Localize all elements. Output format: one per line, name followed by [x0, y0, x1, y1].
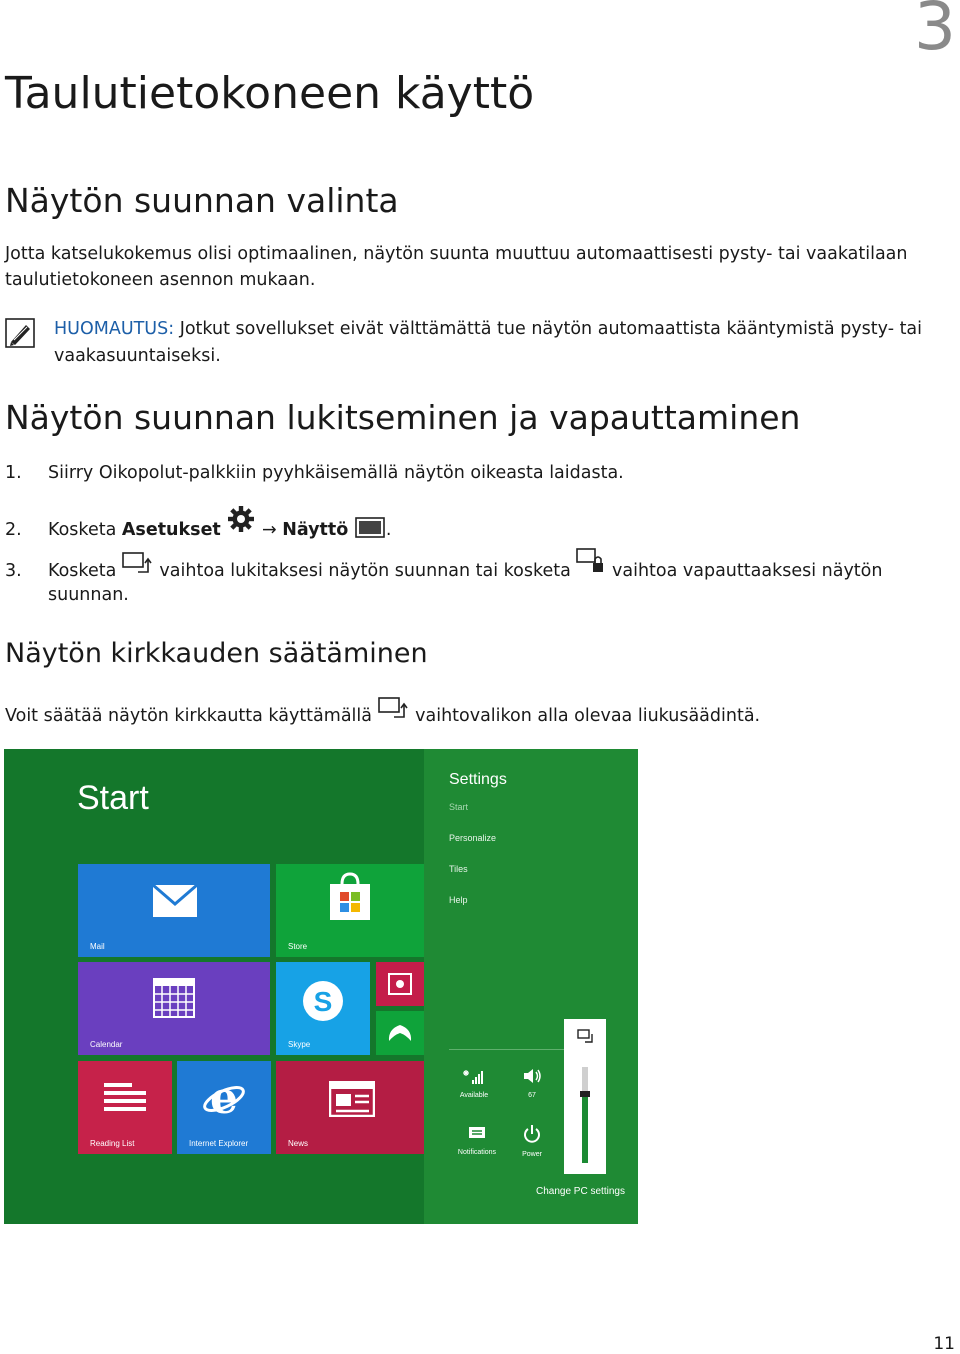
section-heading-lock: Näytön suunnan lukitseminen ja vapauttaminen — [5, 398, 801, 437]
start-area — [4, 749, 424, 1224]
section-heading-orientation: Näytön suunnan valinta — [5, 181, 399, 220]
volume-icon — [522, 1067, 542, 1085]
xbox-icon — [386, 1021, 414, 1045]
page-title: Taulutietokoneen käyttö — [5, 68, 535, 119]
page-number: 11 — [933, 1334, 955, 1354]
tile-news[interactable] — [276, 1061, 424, 1154]
note — [54, 316, 949, 370]
wifi-icon — [463, 1067, 485, 1085]
brightness-track[interactable] — [582, 1067, 588, 1163]
rotation-unlocked-icon — [576, 548, 606, 574]
settings-charm-panel — [424, 749, 638, 1224]
step-3-line2: suunnan. — [48, 585, 129, 605]
network-label: Available — [459, 1092, 489, 1099]
settings-item-tiles[interactable]: Tiles — [449, 864, 468, 874]
settings-item-start[interactable]: Start — [449, 802, 469, 812]
note-text-line2: vaakasuuntaiseksi. — [54, 346, 221, 366]
power-label: Power — [522, 1151, 542, 1158]
tile-internet-explorer[interactable] — [177, 1061, 271, 1154]
tile-mail-label: Mail — [90, 942, 105, 951]
rotation-toggle-icon — [378, 697, 410, 721]
rotation-lock-toggle-icon — [122, 552, 154, 576]
mail-icon — [152, 884, 198, 918]
step-2-number: 2. — [5, 520, 22, 540]
notifications-label: Notifications — [457, 1149, 497, 1156]
tile-reading-list-label: Reading List — [90, 1139, 135, 1148]
settings-item-personalize[interactable]: Personalize — [449, 833, 497, 843]
svg-text:S: S — [313, 986, 333, 1017]
reading-list-icon — [102, 1081, 148, 1117]
rotation-lock-icon — [577, 1029, 595, 1045]
tile-calendar[interactable] — [78, 962, 270, 1055]
internet-explorer-icon — [202, 1075, 246, 1121]
news-icon — [329, 1081, 375, 1117]
orientation-paragraph-line2: taulutietokoneen asennon mukaan. — [5, 270, 316, 290]
start-title: Start — [77, 779, 149, 817]
tile-skype[interactable] — [276, 962, 370, 1055]
display-label: Näyttö — [282, 520, 349, 540]
tile-mail[interactable] — [78, 864, 270, 957]
brightness-fill — [582, 1094, 588, 1163]
step-3-suffix: vaihtoa vapauttaaksesi näytön — [606, 561, 883, 581]
settings-item-help[interactable]: Help — [449, 895, 468, 905]
brightness-prefix: Voit säätää näytön kirkkautta käyttämällä — [5, 706, 378, 726]
tile-video[interactable] — [376, 962, 424, 1006]
tile-games[interactable] — [376, 1011, 424, 1055]
orientation-paragraph-line1: Jotta katselukokemus olisi optimaalinen, näytön suunta muuttuu automaattisesti pysty- tai vaakatilaan — [5, 244, 908, 264]
tile-news-label: News — [288, 1139, 309, 1148]
step-1-text: Siirry Oikopolut-palkkiin pyyhkäisemällä näytön oikeasta laidasta. — [48, 463, 624, 483]
note-text-line1: Jotkut sovellukset eivät välttämättä tue näytön automaattista kääntymistä pysty- tai — [174, 319, 923, 339]
step-3-middle: vaihtoa lukitaksesi näytön suunnan tai kosketa — [153, 561, 577, 581]
step-2-suffix: . — [385, 520, 392, 540]
power-button[interactable] — [512, 1124, 552, 1158]
display-icon — [354, 517, 386, 539]
volume-button[interactable] — [510, 1067, 554, 1099]
tile-reading-list[interactable] — [78, 1061, 172, 1154]
step-1-number: 1. — [5, 463, 22, 483]
step-3 — [5, 548, 945, 607]
tile-store[interactable] — [276, 864, 424, 957]
power-icon — [522, 1124, 542, 1144]
tile-skype-label: Skype — [288, 1040, 311, 1049]
section-heading-brightness: Näytön kirkkauden säätäminen — [5, 638, 428, 669]
orientation-paragraph — [5, 241, 945, 293]
step-2 — [5, 505, 945, 542]
svg-text:e: e — [210, 1075, 238, 1121]
tile-calendar-label: Calendar — [90, 1040, 123, 1049]
step-3-number: 3. — [5, 561, 22, 581]
settings-title: Settings — [449, 771, 507, 788]
brightness-paragraph — [5, 697, 945, 728]
change-pc-settings-link[interactable]: Change PC settings — [536, 1186, 625, 1197]
note-pencil-icon — [5, 318, 35, 348]
tile-store-label: Store — [288, 942, 308, 951]
brightness-slider[interactable] — [564, 1019, 606, 1174]
store-icon — [328, 872, 372, 922]
video-icon — [388, 973, 412, 995]
start-screen-screenshot — [4, 749, 638, 1224]
notifications-icon — [467, 1124, 487, 1142]
volume-label: 67 — [528, 1092, 536, 1099]
notifications-button[interactable] — [449, 1124, 505, 1156]
note-label: HUOMAUTUS: — [54, 319, 175, 339]
chapter-number: 3 — [914, 0, 956, 65]
brightness-suffix: vaihtovalikon alla olevaa liukusäädintä. — [409, 706, 761, 726]
tile-internet-explorer-label: Internet Explorer — [189, 1139, 249, 1148]
settings-label: Asetukset — [121, 520, 221, 540]
step-3-prefix: Kosketa — [48, 561, 122, 581]
arrow-separator: → — [256, 520, 283, 540]
skype-icon — [300, 978, 346, 1024]
step-1 — [5, 461, 945, 485]
brightness-thumb[interactable] — [580, 1091, 590, 1097]
step-2-prefix: Kosketa — [48, 520, 122, 540]
network-button[interactable] — [449, 1067, 499, 1099]
gear-icon — [226, 505, 256, 533]
calendar-icon — [153, 978, 195, 1018]
